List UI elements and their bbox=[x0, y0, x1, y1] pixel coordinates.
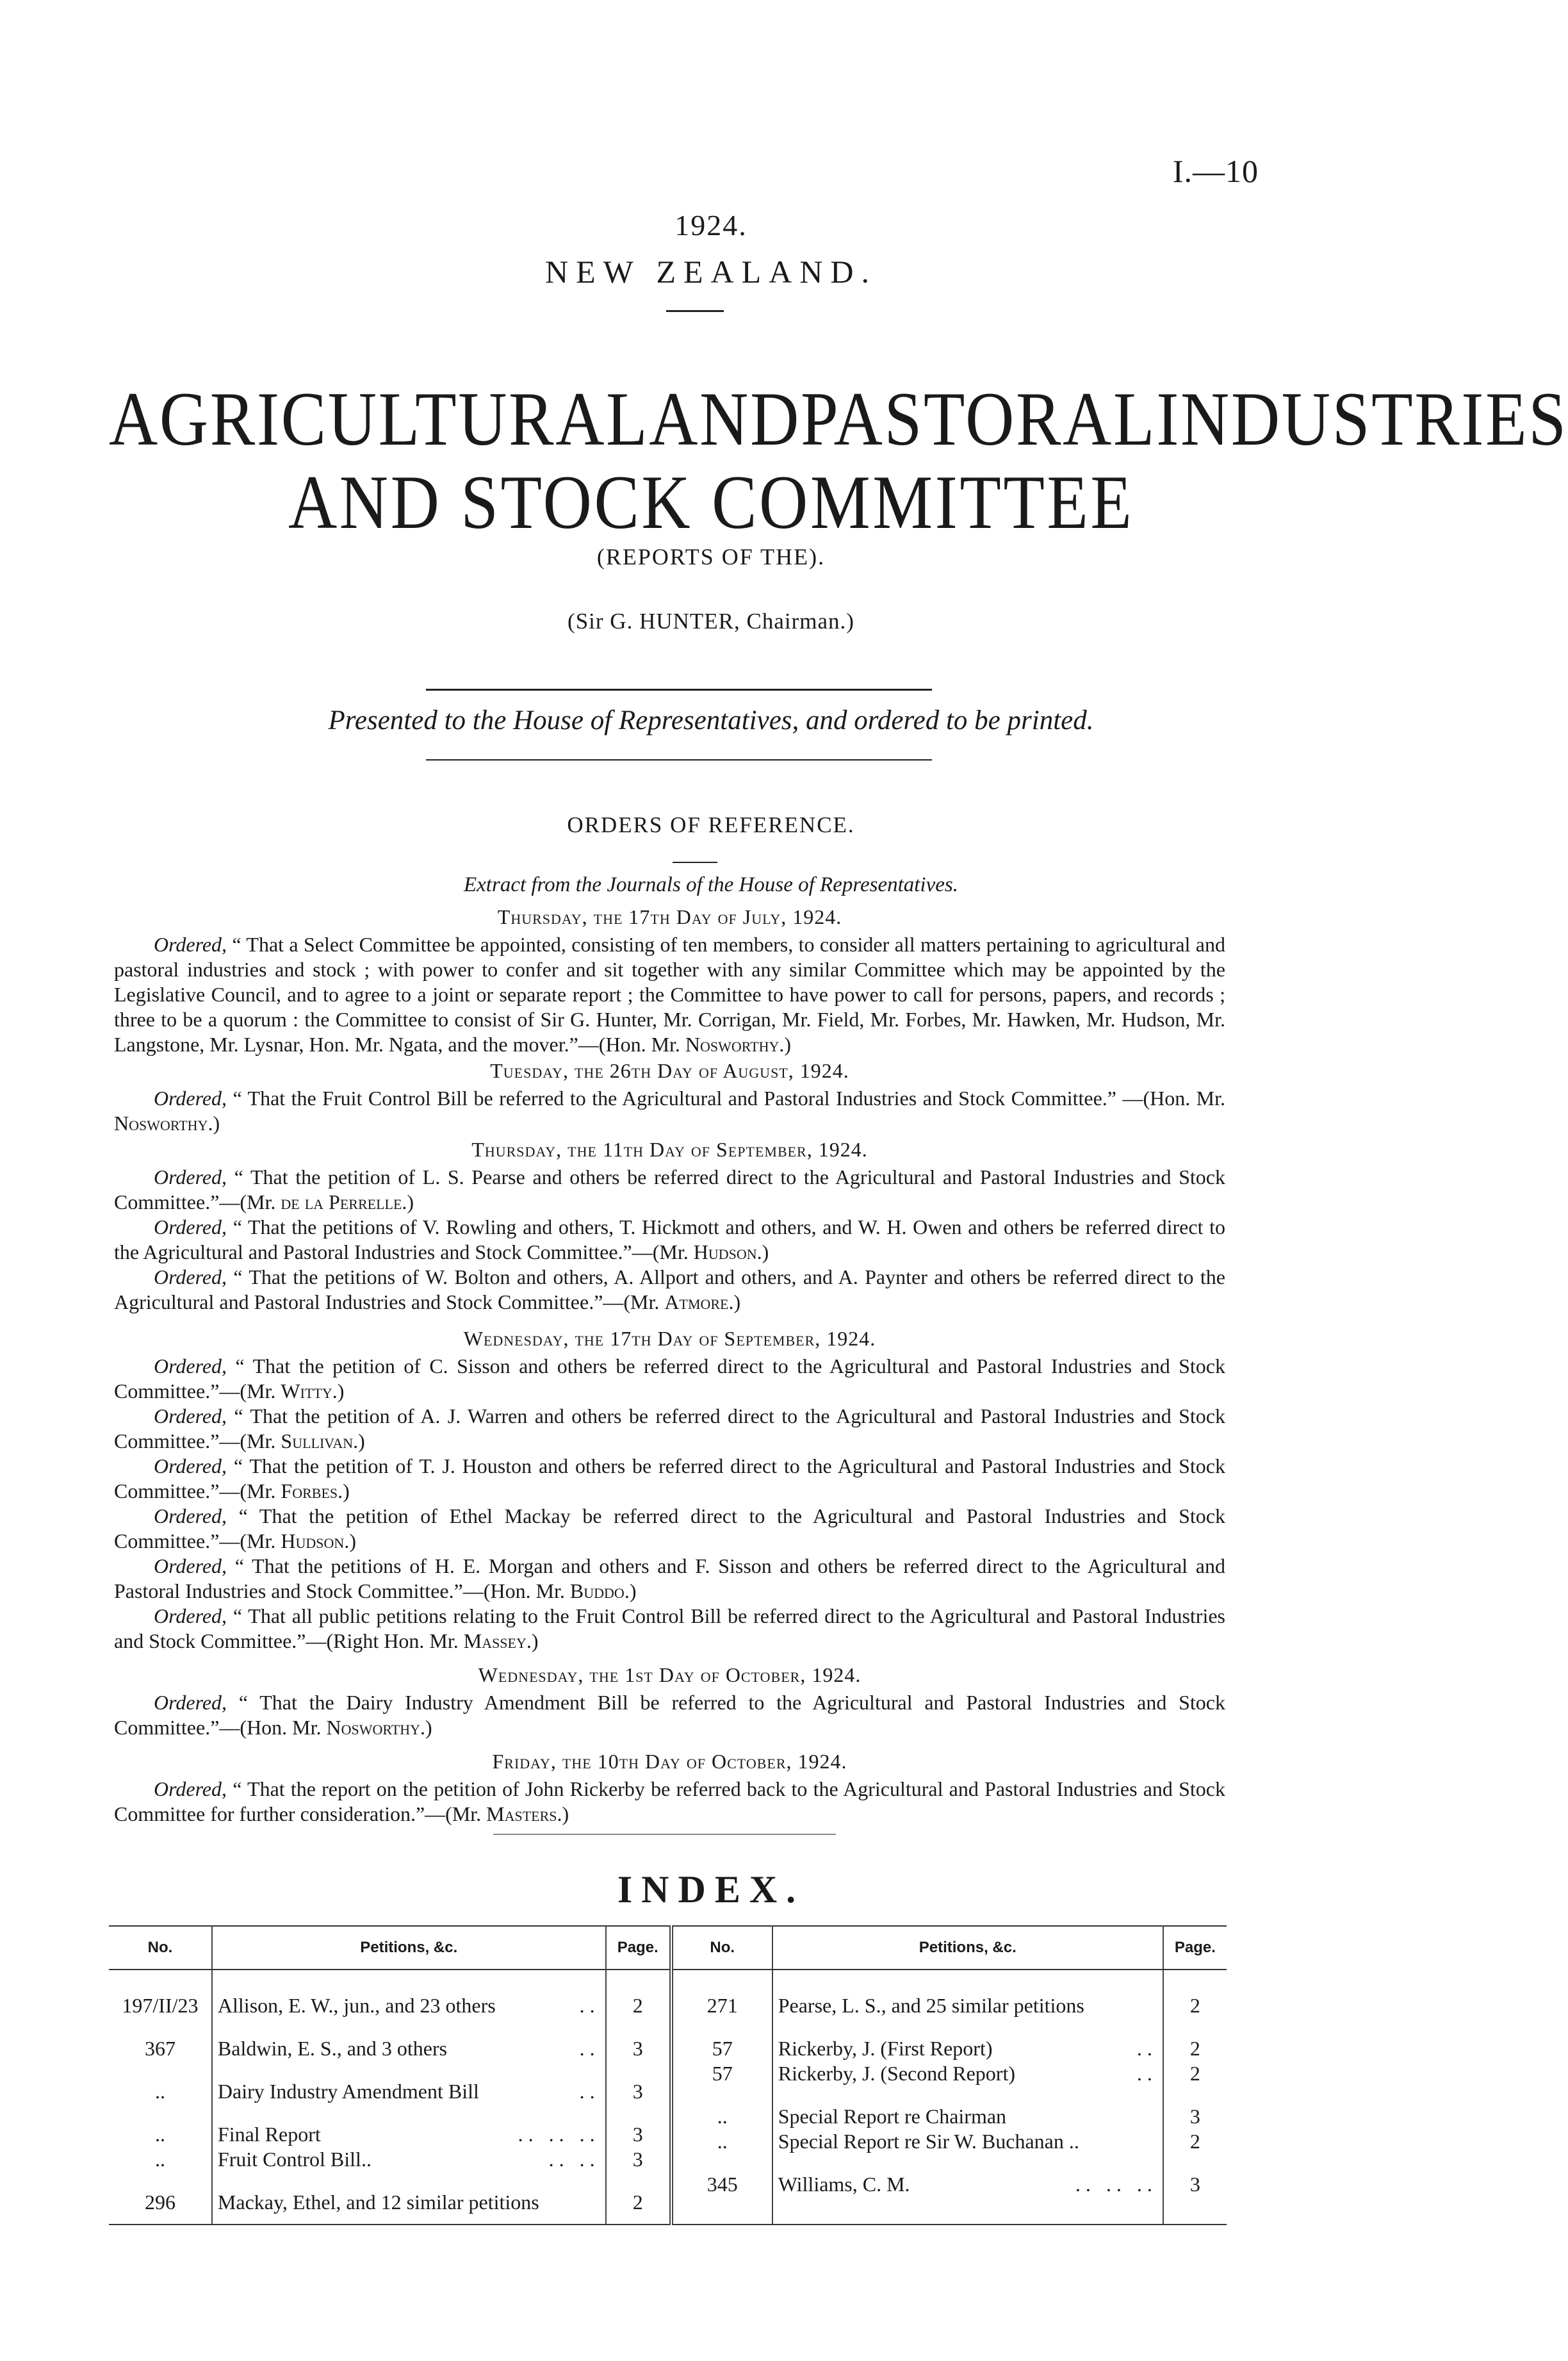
order-text: “ That the petitions of H. E. Morgan and others and F. Sisson and others be referred direct to the Agricultural and Pastoral Industries and Stock Committee.”—(Hon. Mr. bbox=[114, 1554, 1225, 1602]
index-page: 2 bbox=[632, 2191, 643, 2214]
mover-name: Witty bbox=[281, 1379, 332, 1403]
index-body-row bbox=[109, 1970, 1227, 2225]
order-end: .) bbox=[756, 1240, 769, 1263]
mover-name: Hudson bbox=[693, 1240, 757, 1263]
order-paragraph bbox=[114, 1554, 1225, 1604]
index-no: 296 bbox=[144, 2191, 176, 2214]
index-entry bbox=[218, 2147, 600, 2172]
index-entry bbox=[218, 2036, 600, 2061]
order-text: “ That the petition of Ethel Mackay be referred direct to the Agricultural and Pastoral Industries and Stock Committee.”—(Mr. bbox=[114, 1504, 1225, 1552]
index-entry bbox=[218, 2122, 600, 2147]
order-end: .) bbox=[420, 1716, 432, 1739]
presented-note: Presented to the House of Representatives, and ordered to be printed. bbox=[328, 705, 1094, 736]
date-heading: Thursday, the 17th Day of July, 1924. bbox=[497, 905, 842, 928]
order-paragraph bbox=[114, 1504, 1225, 1554]
spacer bbox=[612, 2018, 664, 2036]
left-page-column bbox=[606, 1970, 671, 2225]
spacer bbox=[218, 2061, 600, 2079]
order-paragraph bbox=[114, 1265, 1225, 1315]
entry-name: Rickerby, J. (Second Report) bbox=[778, 2062, 1015, 2085]
date-heading: Tuesday, the 26th Day of August, 1924. bbox=[490, 1059, 849, 1082]
page-reference: I.—10 bbox=[1172, 153, 1259, 189]
subtitle: (REPORTS OF THE). bbox=[596, 544, 826, 570]
index-no: .. bbox=[717, 2105, 728, 2128]
title-word: INDUSTRIES bbox=[1156, 376, 1568, 461]
index-page: 3 bbox=[1189, 2105, 1200, 2128]
order-text: “ That the report on the petition of John Rickerby be referred back to the Agricultural and Pastoral Industries and Stock Committee for further consideration.”—(Mr. bbox=[114, 1777, 1225, 1825]
order-end: .) bbox=[728, 1290, 741, 1313]
order-end: .) bbox=[338, 1479, 350, 1502]
leader-dots: .. .. .. bbox=[1075, 2173, 1157, 2196]
index-title: INDEX. bbox=[617, 1868, 805, 1911]
ordered-label: Ordered, bbox=[154, 1215, 227, 1238]
entry-name: Dairy Industry Amendment Bill bbox=[217, 2080, 479, 2103]
order-end: .) bbox=[779, 1033, 792, 1056]
index-entry bbox=[778, 2172, 1157, 2197]
order-text: “ That the petitions of W. Bolton and others, A. Allport and others, and A. Paynter and others be referred direct to the Agricultural and Pastoral Industries and Stock Committee.”—(Mr. bbox=[114, 1265, 1225, 1313]
extract-heading: Extract from the Journals of the House of Representatives. bbox=[464, 873, 958, 896]
order-paragraph bbox=[114, 1690, 1225, 1740]
divider bbox=[426, 759, 932, 761]
spacer bbox=[218, 2172, 600, 2190]
index-page: 3 bbox=[632, 2123, 643, 2146]
mover-name: Forbes bbox=[281, 1479, 338, 1502]
title-line-2 bbox=[0, 458, 1422, 547]
leader-dots: .. .. bbox=[548, 2148, 600, 2171]
ordered-label: Ordered, bbox=[154, 1777, 227, 1800]
divider bbox=[673, 862, 717, 863]
entry-name: Special Report re Sir W. Buchanan .. bbox=[778, 2130, 1079, 2153]
title-line-2-text: AND STOCK COMMITTEE bbox=[288, 459, 1134, 545]
date-heading: Friday, the 10th Day of October, 1924. bbox=[492, 1750, 847, 1773]
order-text: “ That a Select Committee be appointed, consisting of ten members, to consider all matters pertaining to agricultural and pastoral industries and stock ; with power to confer and sit together with any similar Committee which may be appointed by the Legislative Council, and to agree to a joint or separate report ; the Committee to have power to call for persons, papers, and records ; three to be a quorum : the Committee to consist of Sir G. Hunter, Mr. Corrigan, Mr. Field, Mr. Forbes, Mr. Hawken, Mr. Hudson, Mr. Langstone, Mr. Lysnar, Hon. Mr. Ngata, and the mover.”—(Hon. Mr. bbox=[114, 933, 1225, 1056]
column-header: No. bbox=[109, 1926, 212, 1970]
spacer bbox=[778, 1975, 1157, 1993]
ordered-label: Ordered, bbox=[154, 1404, 227, 1427]
index-no: 367 bbox=[144, 2037, 176, 2060]
spacer bbox=[218, 1975, 600, 1993]
index-entry bbox=[778, 2104, 1157, 2129]
order-paragraph bbox=[114, 1454, 1225, 1504]
order-text: “ That all public petitions relating to the Fruit Control Bill be referred direct to the Agricultural and Pastoral Industries and Stock Committee.”—(Right Hon. Mr. bbox=[114, 1604, 1225, 1652]
spacer bbox=[1169, 2154, 1221, 2172]
order-paragraph bbox=[114, 1404, 1225, 1454]
spacer bbox=[114, 2061, 206, 2079]
index-entry bbox=[218, 2190, 600, 2215]
spacer bbox=[612, 1975, 664, 1993]
index-page: 3 bbox=[1189, 2173, 1200, 2196]
index-no: 57 bbox=[712, 2062, 733, 2085]
order-paragraph bbox=[114, 1777, 1225, 1827]
order-end: .) bbox=[208, 1112, 220, 1135]
leader-dots: .. bbox=[1136, 2037, 1157, 2060]
index-page: 3 bbox=[632, 2148, 643, 2171]
spacer bbox=[778, 2154, 1157, 2172]
entry-name: Special Report re Chairman bbox=[778, 2105, 1007, 2128]
index-page: 3 bbox=[632, 2080, 643, 2103]
left-no-column bbox=[109, 1970, 212, 2225]
order-end: .) bbox=[332, 1379, 345, 1403]
order-text: “ That the petition of A. J. Warren and others be referred direct to the Agricultural and Pastoral Industries and Stock Committee.”—(Mr. bbox=[114, 1404, 1225, 1452]
leader-dots: .. bbox=[579, 1994, 600, 2017]
index-page: 2 bbox=[1189, 1994, 1200, 2017]
index-no: 57 bbox=[712, 2037, 733, 2060]
ordered-label: Ordered, bbox=[154, 1354, 227, 1378]
order-end: .) bbox=[344, 1529, 356, 1552]
mover-name: Atmore bbox=[664, 1290, 729, 1313]
index-entry bbox=[218, 1993, 600, 2018]
divider bbox=[493, 1834, 836, 1835]
spacer bbox=[678, 2154, 767, 2172]
order-text: “ That the petition of L. S. Pearse and others be referred direct to the Agricultural and Pastoral Industries and Stock Committee.”—(Mr. bbox=[114, 1165, 1225, 1213]
order-text: “ That the Dairy Industry Amendment Bill be referred to the Agricultural and Pastoral Industries and Stock Committee.”—(Hon. Mr. bbox=[114, 1691, 1225, 1739]
mover-name: Nosworthy bbox=[114, 1112, 208, 1135]
spacer bbox=[1169, 2018, 1221, 2036]
left-petition-column bbox=[212, 1970, 606, 2225]
index-entry bbox=[778, 2129, 1157, 2154]
mover-name: Massey bbox=[463, 1629, 527, 1652]
spacer bbox=[114, 2018, 206, 2036]
orders-heading: ORDERS OF REFERENCE. bbox=[567, 812, 855, 837]
leader-dots: .. .. .. bbox=[518, 2123, 600, 2146]
ordered-label: Ordered, bbox=[154, 1087, 227, 1110]
spacer bbox=[1169, 1975, 1221, 1993]
column-header: Page. bbox=[1163, 1926, 1227, 1970]
ordered-label: Ordered, bbox=[154, 1504, 227, 1527]
index-no: 271 bbox=[706, 1994, 738, 2017]
title-line-1 bbox=[109, 375, 1568, 463]
leader-dots: .. bbox=[579, 2080, 600, 2103]
order-text: “ That the petition of T. J. Houston and others be referred direct to the Agricultural and Pastoral Industries and Stock Committee.”—(Mr. bbox=[114, 1454, 1225, 1502]
order-text: “ That the petition of C. Sisson and others be referred direct to the Agricultural and Pastoral Industries and Stock Committee.”—(Mr. bbox=[114, 1354, 1225, 1403]
mover-name: Buddo bbox=[569, 1579, 625, 1602]
title-word: AND bbox=[649, 376, 801, 461]
index-page: 2 bbox=[1189, 2037, 1200, 2060]
right-page-column bbox=[1163, 1970, 1227, 2225]
entry-name: Baldwin, E. S., and 3 others bbox=[217, 2037, 448, 2060]
mover-name: Masters bbox=[486, 1802, 557, 1825]
leader-dots: .. bbox=[1136, 2062, 1157, 2085]
order-end: .) bbox=[353, 1429, 365, 1452]
spacer bbox=[218, 2018, 600, 2036]
orders-body bbox=[114, 903, 1225, 1827]
spacer bbox=[1169, 2086, 1221, 2104]
ordered-label: Ordered, bbox=[154, 1454, 227, 1477]
spacer bbox=[114, 2172, 206, 2190]
ordered-label: Ordered, bbox=[154, 1165, 227, 1189]
entry-name: Pearse, L. S., and 25 similar petitions bbox=[778, 1994, 1084, 2017]
index-no: 345 bbox=[706, 2173, 738, 2196]
order-end: .) bbox=[526, 1629, 539, 1652]
title-word: PASTORAL bbox=[800, 376, 1157, 461]
spacer bbox=[678, 1975, 767, 1993]
spacer bbox=[678, 2018, 767, 2036]
mover-name: Nosworthy bbox=[326, 1716, 420, 1739]
entry-name: Rickerby, J. (First Report) bbox=[778, 2037, 993, 2060]
ordered-label: Ordered, bbox=[154, 1604, 227, 1627]
index-entry bbox=[218, 2079, 600, 2104]
column-header: Petitions, &c. bbox=[772, 1926, 1163, 1970]
order-end: .) bbox=[402, 1190, 414, 1213]
spacer bbox=[218, 2104, 600, 2122]
order-paragraph bbox=[114, 1354, 1225, 1404]
entry-name: Fruit Control Bill.. bbox=[217, 2148, 372, 2171]
ordered-label: Ordered, bbox=[154, 1691, 227, 1714]
entry-name: Williams, C. M. bbox=[778, 2173, 910, 2196]
order-paragraph bbox=[114, 1604, 1225, 1654]
index-entry bbox=[778, 1993, 1157, 2018]
country-heading: NEW ZEALAND. bbox=[545, 254, 877, 290]
index-no: 197/II/23 bbox=[122, 1994, 199, 2017]
chairman-line: (Sir G. HUNTER, Chairman.) bbox=[568, 609, 854, 634]
index-no: .. bbox=[154, 2148, 165, 2171]
ordered-label: Ordered, bbox=[154, 1554, 227, 1577]
column-header: Page. bbox=[606, 1926, 671, 1970]
leader-dots: .. bbox=[579, 2037, 600, 2060]
spacer bbox=[612, 2172, 664, 2190]
column-header: No. bbox=[671, 1926, 772, 1970]
document-year: 1924. bbox=[674, 209, 747, 242]
index-page: 2 bbox=[632, 1994, 643, 2017]
date-heading: Wednesday, the 17th Day of September, 1924. bbox=[463, 1327, 876, 1350]
index-no: .. bbox=[717, 2130, 728, 2153]
order-paragraph bbox=[114, 932, 1225, 1057]
entry-name: Mackay, Ethel, and 12 similar petitions bbox=[217, 2191, 539, 2214]
divider bbox=[666, 310, 724, 312]
spacer bbox=[612, 2104, 664, 2122]
order-text: “ That the petitions of V. Rowling and others, T. Hickmott and others, and W. H. Owen and others be referred direct to the Agricultural and Pastoral Industries and Stock Committee.”—(Mr. bbox=[114, 1215, 1225, 1263]
spacer bbox=[778, 2018, 1157, 2036]
spacer bbox=[612, 2061, 664, 2079]
divider bbox=[426, 689, 932, 691]
order-end: .) bbox=[624, 1579, 637, 1602]
right-no-column bbox=[671, 1970, 772, 2225]
index-no: .. bbox=[154, 2080, 165, 2103]
index-entry bbox=[778, 2036, 1157, 2061]
column-header: Petitions, &c. bbox=[212, 1926, 606, 1970]
mover-name: Sullivan bbox=[281, 1429, 354, 1452]
spacer bbox=[778, 2086, 1157, 2104]
index-no: .. bbox=[154, 2123, 165, 2146]
right-petition-column bbox=[772, 1970, 1163, 2225]
ordered-label: Ordered, bbox=[154, 933, 227, 956]
mover-name: Hudson bbox=[281, 1529, 345, 1552]
index-table bbox=[109, 1925, 1227, 2225]
mover-name: de la Perrelle bbox=[281, 1190, 402, 1213]
order-paragraph bbox=[114, 1086, 1225, 1136]
title-word: AGRICULTURAL bbox=[109, 376, 649, 461]
ordered-label: Ordered, bbox=[154, 1265, 227, 1288]
index-page: 2 bbox=[1189, 2130, 1200, 2153]
spacer bbox=[114, 2104, 206, 2122]
spacer bbox=[114, 1975, 206, 1993]
index-entry bbox=[778, 2061, 1157, 2086]
order-text: “ That the Fruit Control Bill be referred to the Agricultural and Pastoral Industries and Stock Committee.” —(Hon. Mr. bbox=[227, 1087, 1225, 1110]
date-heading: Wednesday, the 1st Day of October, 1924. bbox=[478, 1663, 862, 1686]
index-page: 3 bbox=[632, 2037, 643, 2060]
entry-name: Allison, E. W., jun., and 23 others bbox=[217, 1994, 496, 2017]
entry-name: Final Report bbox=[217, 2123, 321, 2146]
order-paragraph bbox=[114, 1215, 1225, 1265]
order-end: .) bbox=[557, 1802, 569, 1825]
index-header-row bbox=[109, 1926, 1227, 1970]
index-page: 2 bbox=[1189, 2062, 1200, 2085]
mover-name: Nosworthy bbox=[685, 1033, 780, 1056]
spacer bbox=[678, 2086, 767, 2104]
order-paragraph bbox=[114, 1165, 1225, 1215]
date-heading: Thursday, the 11th Day of September, 1924. bbox=[471, 1138, 868, 1161]
